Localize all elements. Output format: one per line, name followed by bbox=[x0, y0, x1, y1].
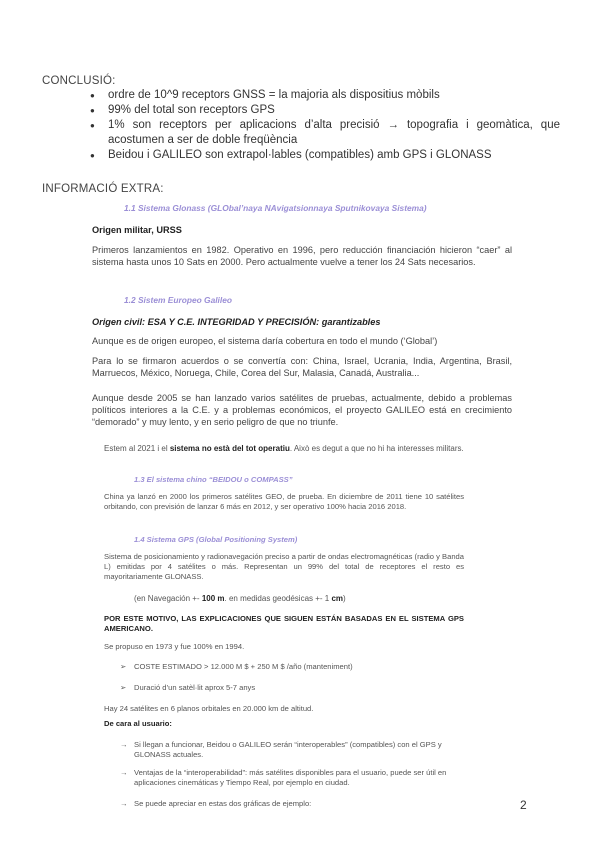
bullet-arrow-icon: ➢ bbox=[120, 662, 127, 671]
page-number: 2 bbox=[520, 798, 527, 812]
gps-item bbox=[120, 662, 353, 672]
gps-item-text: Duració d’un satèl·lit aprox 5-7 anys bbox=[134, 683, 256, 692]
galileo-status bbox=[104, 444, 464, 454]
gps-nav-pre: (en Navegación +- bbox=[134, 594, 202, 603]
conclusion-list bbox=[90, 88, 560, 163]
bullet-arrow-icon: ➢ bbox=[120, 683, 127, 692]
arrow-icon: → bbox=[120, 740, 128, 749]
user-item-text: Se puede apreciar en estas dos gráficas de ejemplo: bbox=[134, 799, 312, 808]
galileo-status-bold: sistema no està del tot operatiu bbox=[169, 444, 290, 453]
gps-sats: Hay 24 satélites en 6 planos orbitales en 20.000 km de altitud. bbox=[104, 704, 314, 713]
user-item-text: Si llegan a funcionar, Beidou o GALILEO serán “interoperables” (compatibles) con el GPS y GLONASS actuales. bbox=[134, 740, 442, 759]
extra-heading: INFORMACIÓ EXTRA: bbox=[42, 183, 164, 195]
list-item: ● 1% son receptors per aplicacions d’alta precisió → topografia i geomàtica, que acostumen a ser de doble freqüència bbox=[90, 118, 560, 148]
gps-nav-mid: . en medidas geodésicas +- 1 bbox=[224, 594, 332, 603]
galileo-p3: Aunque desde 2005 se han lanzado varios satélites de pruebas, actualmente, debido a problemas políticos interiores a la C.E. y a problemas económicos, el proyecto GALILEO está en crecimiento “demorado” y muy lento, y en serio peligro de que no triunfe. bbox=[92, 393, 512, 427]
galileo-p2: Para lo se firmaron acuerdos o se convertía con: China, Israel, Ucrania, India, Argentina, Brasil, Marruecos, México, Noruega, Chile, Corea del Sur, Malasia, Canadá, Australia... bbox=[92, 356, 512, 378]
arrow-icon: → bbox=[120, 799, 128, 808]
galileo-origin: Origen civil: ESA Y C.E. INTEGRIDAD Y PRECISIÓN: garantizables bbox=[92, 317, 381, 327]
user-item-text: Ventajas de la “interoperabilidad”: más satélites disponibles para el usuario, puede ser útil en aplicaciones cinemáticas y Tiempo Real, por ejemplo en ciudad. bbox=[134, 768, 447, 787]
gps-proposed: Se propuso en 1973 y fue 100% en 1994. bbox=[104, 642, 245, 651]
user-heading: De cara al usuario: bbox=[104, 719, 172, 728]
gps-title: 1.4 Sistema GPS (Global Positioning System) bbox=[134, 535, 298, 544]
beidou-text: China ya lanzó en 2000 los primeros satélites GEO, de prueba. En diciembre de 2011 tiene 10 satélites orbitando, con previsión de lanzar 6 más en 2012, y ser operativo 100% hacia 2016 2018. bbox=[104, 492, 464, 511]
gps-item bbox=[120, 683, 255, 693]
user-item bbox=[120, 740, 465, 760]
gps-nav-post: ) bbox=[343, 594, 346, 603]
gps-item-text: COSTE ESTIMADO > 12.000 M $ + 250 M $ /año (manteniment) bbox=[134, 662, 353, 671]
list-item: ● 99% del total son receptors GPS bbox=[90, 103, 560, 118]
galileo-title: 1.2 Sistem Europeo Galileo bbox=[124, 295, 232, 305]
beidou-title: 1.3 El sistema chino “BEIDOU o COMPASS” bbox=[134, 475, 293, 484]
user-item bbox=[120, 799, 465, 809]
conclusion-heading: CONCLUSIÓ: bbox=[42, 75, 116, 87]
user-item bbox=[120, 768, 465, 788]
glonass-title: 1.1 Sistema Glonass (GLObal’naya NAvigatsionnaya Sputnikovaya Sistema) bbox=[124, 203, 427, 213]
glonass-origin: Origen militar, URSS bbox=[92, 225, 182, 235]
galileo-status-pre: Estem al 2021 i el bbox=[104, 444, 170, 453]
gps-nav-b1: 100 m bbox=[201, 594, 225, 603]
list-item: ● Beidou i GALILEO son extrapol·lables (compatibles) amb GPS i GLONASS bbox=[90, 148, 560, 163]
arrow-icon: → bbox=[120, 768, 128, 777]
galileo-p1: Aunque es de origen europeo, el sistema daría cobertura en todo el mundo (‘Global’) bbox=[92, 336, 438, 346]
gps-precision bbox=[134, 594, 346, 604]
gps-text: Sistema de posicionamiento y radionavegación preciso a partir de ondas electromagnéticas (radio y Banda L) emitidas por 4 satélites o más. Representan un 99% del total de receptores el resto es mayoritariamente GLONASS. bbox=[104, 552, 464, 581]
list-item: ● ordre de 10^9 receptors GNSS = la majoria als dispositius mòbils bbox=[90, 88, 560, 103]
gps-reason: POR ESTE MOTIVO, LAS EXPLICACIONES QUE SIGUEN ESTÁN BASADAS EN EL SISTEMA GPS AMERICANO. bbox=[104, 614, 464, 633]
galileo-status-post: . Això es degut a que no hi ha interesses militars. bbox=[289, 444, 464, 453]
glonass-text: Primeros lanzamientos en 1982. Operativo en 1996, pero reducción financiación hicieron “caer” al sistema hasta unos 10 Sats en 2000. Pero actualmente vuelve a tener los 24 Sats necesarios. bbox=[92, 245, 512, 267]
gps-nav-b2: cm bbox=[331, 594, 344, 603]
